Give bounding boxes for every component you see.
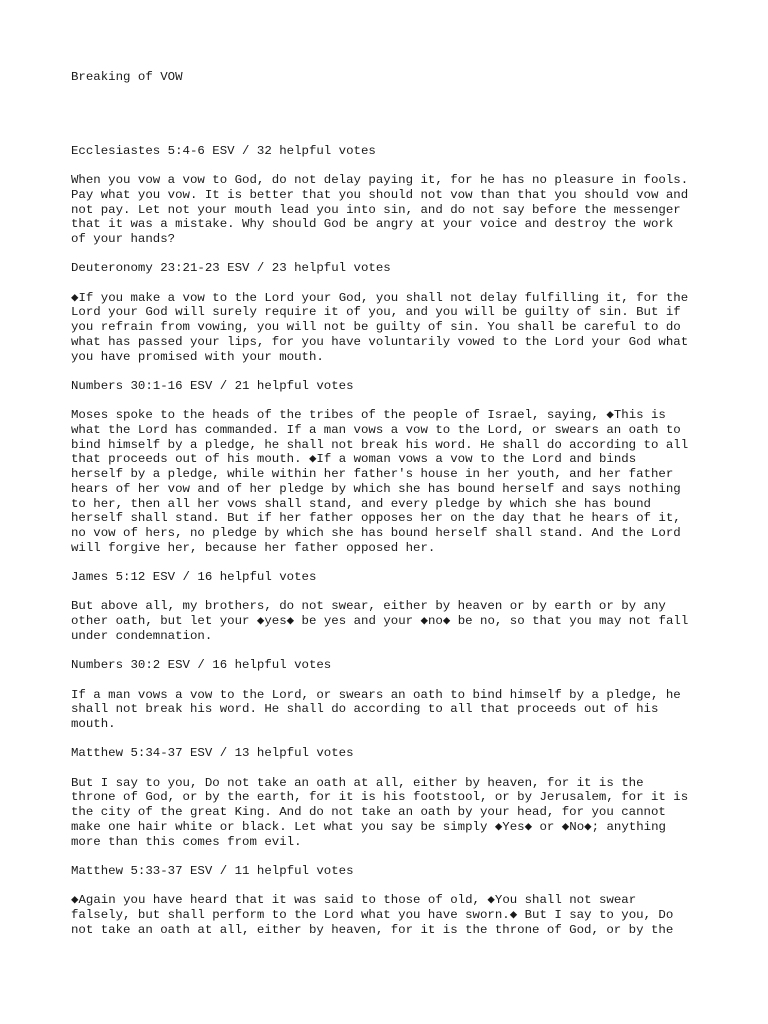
verse-text: When you vow a vow to God, do not delay paying it, for he has no pleasure in fools. Pay what you vow. It is better that you should not vow than that you should vow and not pay. Let not your mouth lead you into sin, and do not say before the messenger that it was a mistake. Why should God be angry at your voice and destroy the work of your hands? — [71, 173, 689, 246]
verse-text: But above all, my brothers, do not swear, either by heaven or by earth or by any other oath, but let your ◆yes◆ be yes and your ◆no◆ be no, so that you may not fall under condemnation. — [71, 599, 689, 643]
verse-entry-numbers-30-2 — [71, 658, 711, 732]
verse-entry-matthew-5-34-37 — [71, 746, 711, 849]
verse-text: ◆Again you have heard that it was said to those of old, ◆You shall not swear falsely, but shall perform to the Lord what you have sworn.◆ But I say to you, Do not take an oath at all, either by heaven, for it is the throne of God, or by the — [71, 893, 674, 937]
verse-reference: Numbers 30:2 ESV / 16 helpful votes — [71, 658, 332, 673]
document-page — [71, 70, 711, 952]
verse-reference: Matthew 5:33-37 ESV / 11 helpful votes — [71, 863, 354, 878]
verse-reference: Numbers 30:1-16 ESV / 21 helpful votes — [71, 378, 354, 393]
verse-reference: Deuteronomy 23:21-23 ESV / 23 helpful votes — [71, 261, 391, 276]
verse-entry-ecclesiastes-5-4-6 — [71, 144, 711, 247]
verse-entry-james-5-12 — [71, 570, 711, 644]
document-title: Breaking of VOW — [71, 70, 183, 84]
verse-reference: Ecclesiastes 5:4-6 ESV / 32 helpful votes — [71, 143, 376, 158]
verse-text: ◆If you make a vow to the Lord your God, you shall not delay fulfilling it, for the Lord your God will surely require it of you, and you will be guilty of sin. But if you refrain from vowing, you will not be guilty of sin. You shall be careful to do what has passed your lips, for you have voluntarily vowed to the Lord your God what you have promised with your mouth. — [71, 290, 689, 364]
verse-text: Moses spoke to the heads of the tribes of the people of Israel, saying, ◆This is what the Lord has commanded. If a man vows a vow to the Lord, or swears an oath to bind himself by a pledge, he shall not break his word. He shall do according to all that proceeds out of his mouth. ◆If a woman vows a vow to the Lord and binds herself by a pledge, while within her father's house in her youth, and her father hears of her vow and of her pledge by which she has bound herself and says nothing to her, then all her vows shall stand, and every pledge by which she has bound herself shall stand. But if her father opposes her on the day that he hears of it, no vow of hers, no pledge by which she has bound herself shall stand. And the Lord will forgive her, because her father opposed her. — [71, 408, 689, 555]
verse-entry-deuteronomy-23-21-23 — [71, 261, 711, 364]
verse-text: But I say to you, Do not take an oath at all, either by heaven, for it is the throne of God, or by the earth, for it is his footstool, or by Jerusalem, for it is the city of the great King. And do not take an oath by your head, for you cannot make one hair white or black. Let what you say be simply ◆Yes◆ or ◆No◆; anything more than this comes from evil. — [71, 775, 689, 849]
verse-entry-matthew-5-33-37 — [71, 864, 711, 938]
verse-entry-numbers-30-1-16 — [71, 379, 711, 555]
verse-text: If a man vows a vow to the Lord, or swears an oath to bind himself by a pledge, he shall not break his word. He shall do according to all that proceeds out of his mouth. — [71, 687, 681, 731]
verse-reference: James 5:12 ESV / 16 helpful votes — [71, 570, 317, 584]
verse-reference: Matthew 5:34-37 ESV / 13 helpful votes — [71, 746, 354, 761]
